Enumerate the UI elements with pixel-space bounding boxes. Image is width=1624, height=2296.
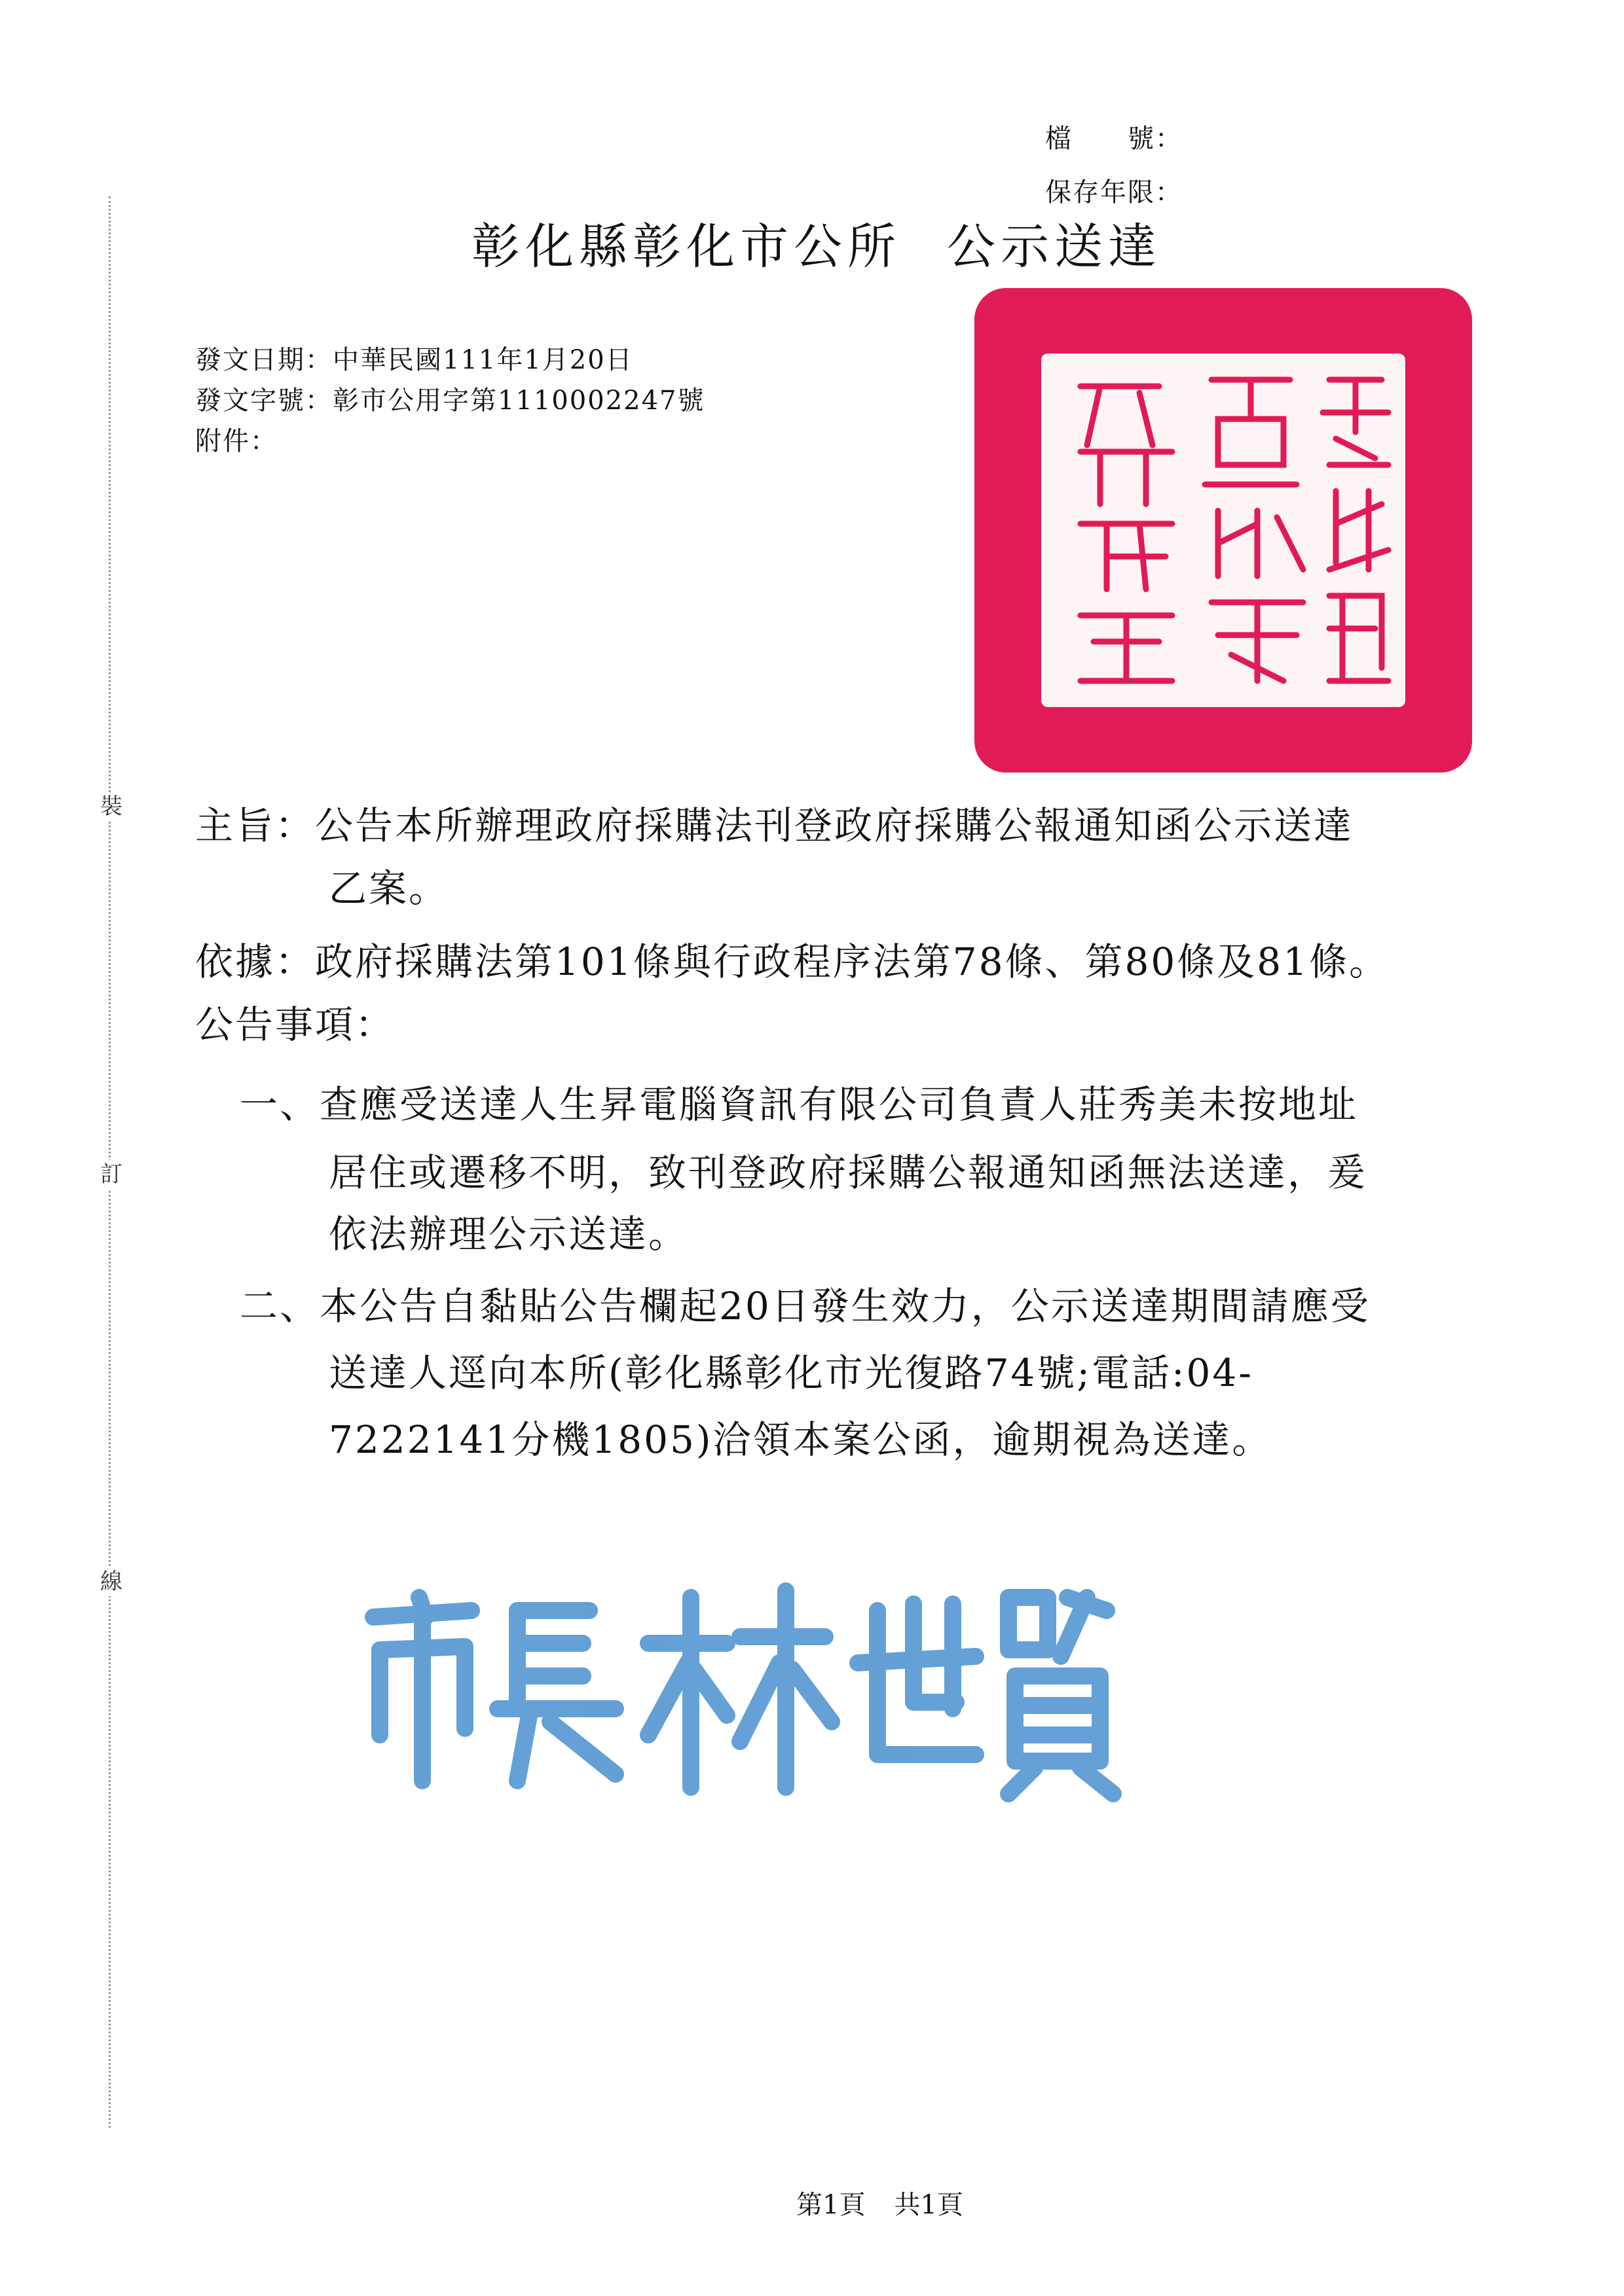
official-seal [974,288,1472,773]
title-organization: 彰化縣彰化市公所 [471,219,901,275]
item-1-line-3: 依法辦理公示送達。 [329,1212,689,1256]
announcement-heading: 公告事項： [195,1002,396,1047]
item-2-line-3: 7222141分機1805)洽領本案公函，逾期視為送達。 [329,1417,1272,1462]
item-1-line-2: 居住或遷移不明，致刊登政府採購公報通知函無法送達，爰 [329,1150,1368,1195]
mayor-signature-stamp [354,1571,1126,1807]
issue-number: 發文字號：彰市公用字第1110002247號 [195,386,705,416]
item-1-line-1: 一、查應受送達人生昇電腦資訊有限公司負責人莊秀美未按地址 [240,1082,1359,1127]
page-total: 共1頁 [894,2190,963,2220]
document-title [471,208,1162,278]
binding-mark-zhuang: 裝 [98,792,124,821]
file-number-label: 檔 號： [1045,124,1183,154]
page-footer [796,2184,992,2221]
page-number: 第1頁 [796,2190,866,2220]
official-seal-inner [1041,354,1405,707]
issue-date: 發文日期：中華民國111年1月20日 [195,345,633,375]
signature-brush-strokes [354,1571,1126,1807]
binding-mark-xian: 線 [98,1567,124,1596]
item-2-line-2: 送達人逕向本所(彰化縣彰化市光復路74號;電話:04- [329,1351,1253,1395]
item-2-line-1: 二、本公告自黏貼公告欄起20日發生效力，公示送達期間請應受 [240,1284,1371,1328]
title-document-type: 公示送達 [947,219,1162,275]
subject-line-1: 主旨：公告本所辦理政府採購法刊登政府採購公報通知函公示送達 [195,803,1354,848]
subject-line-2: 乙案。 [329,866,449,911]
attachment-label: 附件： [195,426,278,456]
seal-glyph-strokes [1041,354,1405,707]
retention-period-label: 保存年限： [1045,177,1183,208]
basis-line: 依據：政府採購法第101條與行政程序法第78條、第80條及81條。 [195,939,1390,984]
binding-mark-ding: 訂 [98,1160,124,1189]
